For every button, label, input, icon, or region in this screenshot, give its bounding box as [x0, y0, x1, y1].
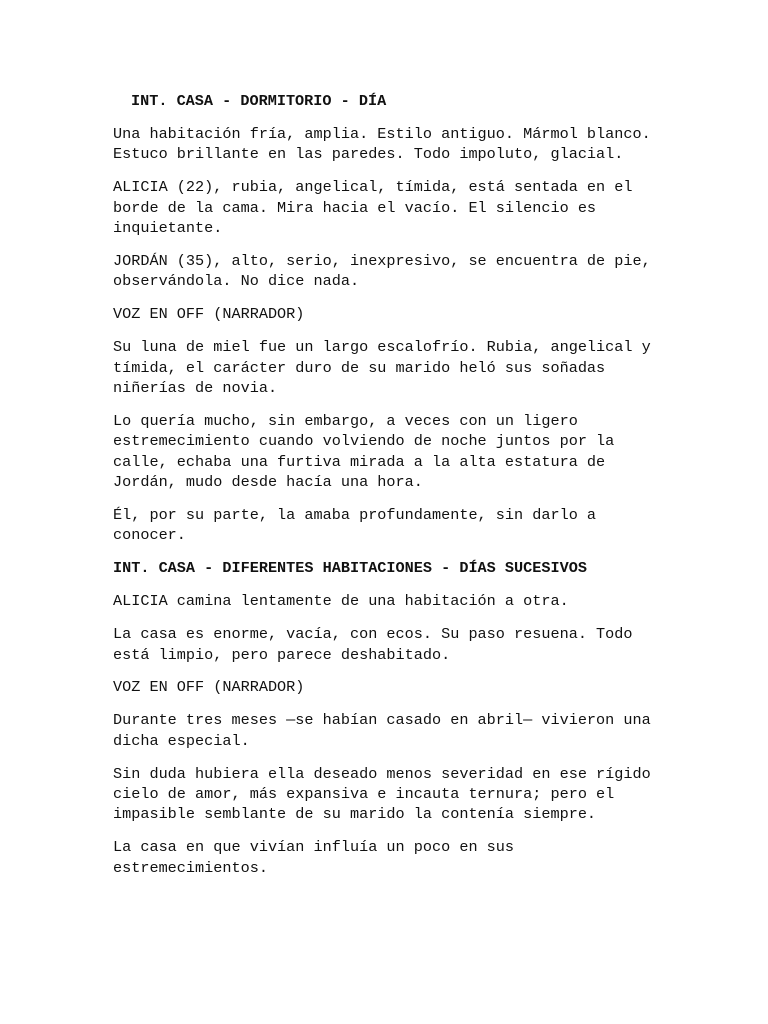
scene-heading-dormitorio: INT. CASA - DORMITORIO - DÍA	[131, 92, 387, 110]
narration-paragraph: Su luna de miel fue un largo escalofrío. Rubia, angelical y tímida, el carácter duro de su marido heló sus soñadas niñerías de novia.	[113, 338, 651, 397]
narration-paragraph: Durante tres meses —se habían casado en abril— vivieron una dicha especial.	[113, 711, 651, 750]
scene-heading-habitaciones: INT. CASA - DIFERENTES HABITACIONES - DÍAS SUCESIVOS	[113, 559, 587, 578]
action-paragraph: ALICIA camina lentamente de una habitación a otra.	[113, 592, 569, 611]
voice-over-label: VOZ EN OFF (NARRADOR)	[113, 678, 305, 697]
screenplay-page	[113, 91, 673, 891]
action-paragraph: La casa es enorme, vacía, con ecos. Su paso resuena. Todo está limpio, pero parece deshabitado.	[113, 625, 633, 664]
narration-paragraph: Lo quería mucho, sin embargo, a veces con un ligero estremecimiento cuando volviendo de noche juntos por la calle, echaba una furtiva mirada a la alta estatura de Jordán, mudo desde hacía una hora.	[113, 411, 615, 492]
action-paragraph: Una habitación fría, amplia. Estilo antiguo. Mármol blanco. Estuco brillante en las paredes. Todo impoluto, glacial.	[113, 124, 651, 164]
narration-paragraph: Él, por su parte, la amaba profundamente, sin darlo a conocer.	[113, 506, 597, 545]
action-paragraph: JORDÁN (35), alto, serio, inexpresivo, se encuentra de pie, observándola. No dice nada.	[113, 251, 651, 291]
action-paragraph: ALICIA (22), rubia, angelical, tímida, está sentada en el borde de la cama. Mira hacia el vacío. El silencio es inquietante.	[113, 178, 633, 238]
voice-over-label: VOZ EN OFF (NARRADOR)	[113, 305, 305, 324]
narration-paragraph: Sin duda hubiera ella deseado menos severidad en ese rígido cielo de amor, más expansiva e incauta ternura; pero el impasible semblante de su marido la contenía siempre.	[113, 764, 651, 824]
narration-paragraph: La casa en que vivían influía un poco en sus estremecimientos.	[113, 838, 515, 877]
